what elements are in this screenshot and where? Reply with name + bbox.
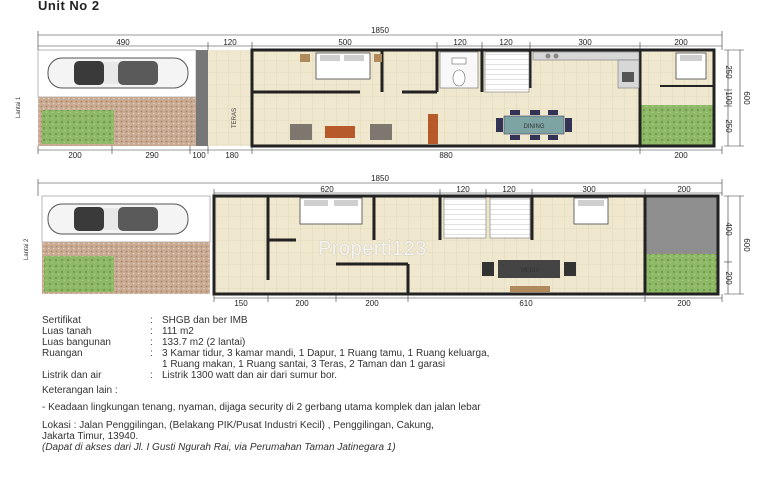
- bed-icon: [300, 198, 362, 224]
- floor1-top-dim: 200: [674, 38, 688, 47]
- floor1-bottom-dim: 200: [68, 151, 82, 160]
- location-line: Jakarta Timur, 13940.: [42, 431, 139, 442]
- floor1-bottom-dim: 180: [225, 151, 239, 160]
- property-details: [42, 315, 762, 453]
- spec-value: 111 m2: [162, 326, 194, 337]
- floor2-total-width: 1850: [371, 174, 389, 183]
- floor2-bottom-dim: 200: [677, 299, 691, 308]
- floor2-top-dim: 620: [320, 185, 334, 194]
- floor1-plan: [16, 26, 751, 160]
- floor1-right-dim: 250: [724, 65, 733, 79]
- spec-value: SHGB dan ber IMB: [162, 315, 248, 326]
- toilet-icon: [440, 52, 478, 88]
- location-line: Lokasi : Jalan Penggilingan, (Belakang PIK/Pusat Industri Kecil) , Penggilingan, Cakung,: [42, 420, 434, 431]
- floor1-top-dim: 500: [338, 38, 352, 47]
- other-notes-item: - Keadaan lingkungan tenang, nyaman, dijaga security di 2 gerbang utama komplek dan jalan lebar: [42, 402, 481, 413]
- spec-value: 3 Kamar tidur, 3 kamar mandi, 1 Dapur, 1 Ruang tamu, 1 Ruang keluarga,: [162, 348, 490, 359]
- floor1-top-dim: 120: [499, 38, 513, 47]
- spec-value: 133.7 m2 (2 lantai): [162, 337, 246, 348]
- floor1-bottom-dim: 290: [145, 151, 159, 160]
- floor2-right-total: 600: [742, 238, 751, 252]
- floor1-top-dim: 490: [116, 38, 130, 47]
- spec-key: Luas tanah: [42, 326, 92, 337]
- room-label-teras: TERAS: [232, 107, 238, 128]
- bed-icon: [676, 53, 706, 79]
- spec-key: Listrik dan air: [42, 370, 102, 381]
- spec-row: Listrik dan air : Listrik 1300 watt dan air dari sumur bor.: [42, 370, 762, 381]
- floor2-top-dim: 120: [502, 185, 516, 194]
- room-label-media: MEDIA: [520, 268, 540, 274]
- car-icon: [48, 58, 188, 88]
- roof-area: [645, 196, 718, 254]
- stairs: [444, 198, 486, 238]
- floor1-top-dim: 300: [578, 38, 592, 47]
- location-access-note: (Dapat di akses dari Jl. I Gusti Ngurah Rai, via Perumahan Taman Jatinegara 1): [42, 442, 396, 453]
- sofa-icon: [290, 124, 392, 140]
- spec-key: Sertifikat: [42, 315, 81, 326]
- floor1-top-dim: 120: [453, 38, 467, 47]
- floor1-bottom-dim: 880: [439, 151, 453, 160]
- floor1-right-dim: 100: [724, 91, 733, 105]
- floor1-total-width: 1850: [371, 26, 389, 35]
- spec-row: Sertifikat : SHGB dan ber IMB: [42, 315, 762, 326]
- spec-row: Luas bangunan : 133.7 m2 (2 lantai): [42, 337, 762, 348]
- cabinet: [428, 114, 438, 144]
- floor1-label: Lantai 1: [16, 96, 22, 118]
- floor2-bottom-dim: 150: [234, 299, 248, 308]
- stairs: [490, 198, 530, 238]
- unit-title: Unit No 2: [38, 0, 100, 13]
- stairs: [485, 52, 529, 92]
- other-notes-title: Keterangan lain :: [42, 385, 118, 396]
- floor1-right-dim: 250: [724, 119, 733, 133]
- floor2-right-dim: 400: [724, 222, 733, 236]
- watermark: Properti123: [318, 238, 427, 260]
- floor1-bottom-dim: 200: [674, 151, 688, 160]
- car-icon: [48, 204, 188, 234]
- spec-value: Listrik 1300 watt dan air dari sumur bor.: [162, 370, 338, 381]
- floor2-bottom-dim: 610: [519, 299, 533, 308]
- floor2-top-dim: 200: [677, 185, 691, 194]
- spec-key: Ruangan: [42, 348, 83, 359]
- bed-icon: [574, 198, 608, 224]
- floor2-top-dim: 300: [582, 185, 596, 194]
- spec-row: Luas tanah : 111 m2: [42, 326, 762, 337]
- spec-value-continued: 1 Ruang makan, 1 Ruang santai, 3 Teras, 2 Taman dan 1 garasi: [162, 359, 446, 370]
- floor2-label: Lantai 2: [24, 238, 30, 260]
- spec-row: Ruangan : 3 Kamar tidur, 3 kamar mandi, 1 Dapur, 1 Ruang tamu, 1 Ruang keluarga,: [42, 348, 762, 359]
- spec-key: Luas bangunan: [42, 337, 111, 348]
- floor1-right-total: 600: [742, 91, 751, 105]
- floor1-top-dim: 120: [223, 38, 237, 47]
- floor2-right-dim: 200: [724, 271, 733, 285]
- floor2-bottom-dim: 200: [295, 299, 309, 308]
- floor2-bottom-dim: 200: [365, 299, 379, 308]
- floor2-top-dim: 120: [456, 185, 470, 194]
- floor1-bottom-dim: 100: [192, 151, 206, 160]
- room-label-dining: DINING: [523, 124, 545, 130]
